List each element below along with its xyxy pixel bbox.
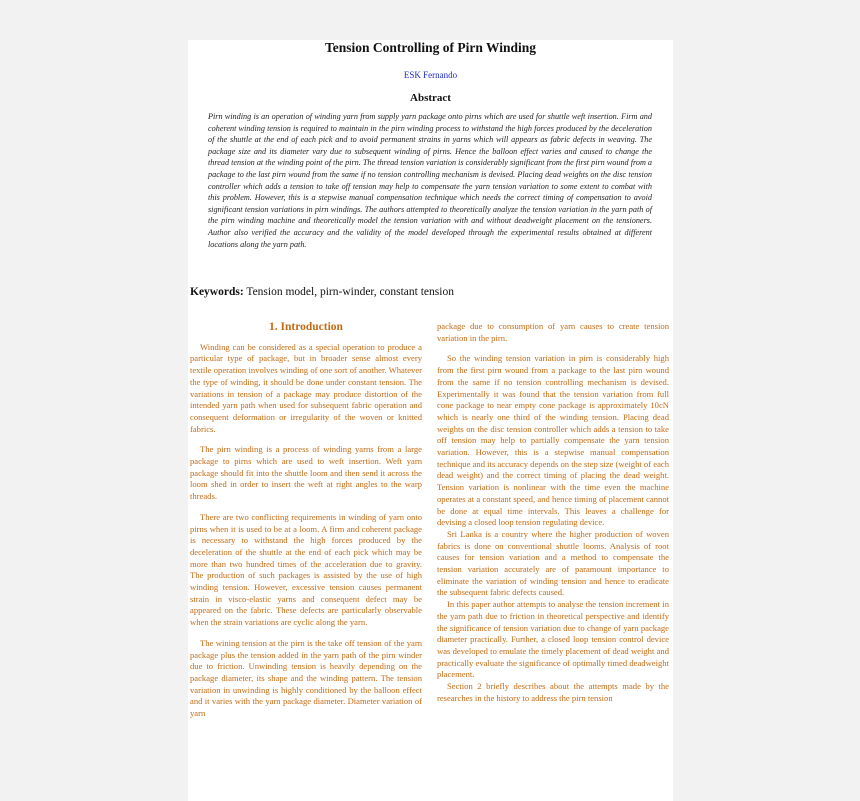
abstract-heading: Abstract [410,92,451,104]
intro-paragraph: There are two conflicting requirements in winding of yarn onto pirns when it is used to be at a loom. A firm and coherent package is necessary to withstand the high forces produced by the deceleration of the shuttle at the end of each pick which may be more than two hundred times of the acceleration due to gravity. The production of such packages is assisted by the use of high winding tension. However, excessive tension causes permanent strain in visco-elastic yarns and consequent defect may be appeared on the fabric. These defects are particularly observable when the strain variations are cyclic along the yarn. [190,511,422,628]
keywords [190,286,660,298]
paper-title: Tension Controlling of Pirn Winding [324,40,537,55]
intro-paragraph: Winding can be considered as a special operation to produce a particular type of package, but in broader sense almost every textile operation involves winding of one sort of another. Whatever the type of winding, it should be done under constant tension. The variations in tension of a package may produce distortion of the intended yarn path when used for subsequent fabric operation and consequent deformation or irregularity of the woven or knitted fabrics. [190,341,422,434]
paper-page [188,40,673,801]
section-heading-introduction: 1. Introduction [269,321,343,333]
left-column [190,320,422,729]
intro-paragraph: Sri Lanka is a country where the higher production of woven fabrics is done on conventional shuttle looms. Analysis of root causes for tension variation and a method to compensate the tension variation accurately are of paramount importance to eliminate the variation of winding tension and hence to eradicate the subsequent fabric defects caused. [437,528,669,598]
intro-paragraph: So the winding tension variation in pirn is considerably high from the first pirn wound from a package to the last pirn wound from the same if no tension controlling mechanism is devised. Experimentally it was found that the tension variation from full cone package to near empty cone package is approximately 10cN which is nearly one third of the winding tension. Placing dead weights on the disc tension controller which adds a tension to take off tension may help to partially compensate the yarn tension variation. However, this is a stepwise manual compensation technique and its accuracy depends on the step size (weight of each dead weight) and the correct timing of placing the dead weight. Tension variation is nonlinear with the time even the machine operates at a constant speed, and hence timing of placement cannot be done at equal time intervals. This leaves a challenge for devising a closed loop tension regulating device. [437,353,669,528]
intro-paragraph: Section 2 briefly describes about the attempts made by the researches in the history to address the pirn tension [437,681,669,703]
intro-paragraph: In this paper author attempts to analyse the tension increment in the yarn path due to friction in theoretical perspective and identify the significance of tension variation due to change of yarn package diameter practically. Further, a closed loop tension control device was developed to emulate the timely placement of dead weight and practically evaluate the significance of optimally timed deadweight placement. [437,599,669,680]
intro-paragraph: The wining tension at the pirn is the take off tension of the yarn package plus the tension added in the yarn path of the pirn winder due to friction. Unwinding tension is heavily depending on the package diameter, its shape and the winding pattern. The tension variation in unwinding is highly conditioned by the balloon effect and it varies with the yarn package diameter. Diameter variation of yarn [190,637,422,719]
intro-paragraph: package due to consumption of yarn causes to create tension variation in the pirn. [437,321,669,343]
intro-paragraph: The pirn winding is a process of winding yarns from a large package to pirns which are used to weft insertion. Weft yarn package should fit into the shuttle loom and then send it across the loom shed in order to insert the weft at right angles to the warp threads. [190,444,422,502]
keywords-label: Keywords: [190,286,244,298]
abstract-text: Pirn winding is an operation of winding yarn from supply yarn package onto pirns which are used for shuttle weft insertion. Firm and coherent winding tension is required to maintain in the pirn winding process to withstand the high forces produced by the deceleration of the shuttle at the end of each pick and to avoid permanent strains in yarns which will appears as fabric defects in weaving. The package size and its diameter vary due to subsequent winding of pirns. Hence the balloon effect varies and caused to change the thread tension at the winding point of the pirn. The thread tension variation is considerably significant from the first pirn wound from a package to the last pirn wound from the same if no tension controlling mechanism is devised. Placing dead weights on the disc tension controller which adds a tension to take off tension may help to compensate the yarn tension variation to some extent to combat with this problem. However, this is a stepwise manual compensation technique which needs the correct timing of compensation to avoid significant tension variations in pirn windings. The authors attempted to theoretically analyze the tension variation in the yarn path of the pirn winding machine and theoretically model the tension variation with and without deadweight placement on the tensioners. Author also verified the accuracy and the validity of the model developed through the experimental results obtained at different locations along the yarn path. [208,112,652,249]
right-column [437,321,669,705]
author-name[interactable]: ESK Fernando [403,70,458,80]
keywords-text: Tension model, pirn-winder, constant tension [246,286,454,298]
